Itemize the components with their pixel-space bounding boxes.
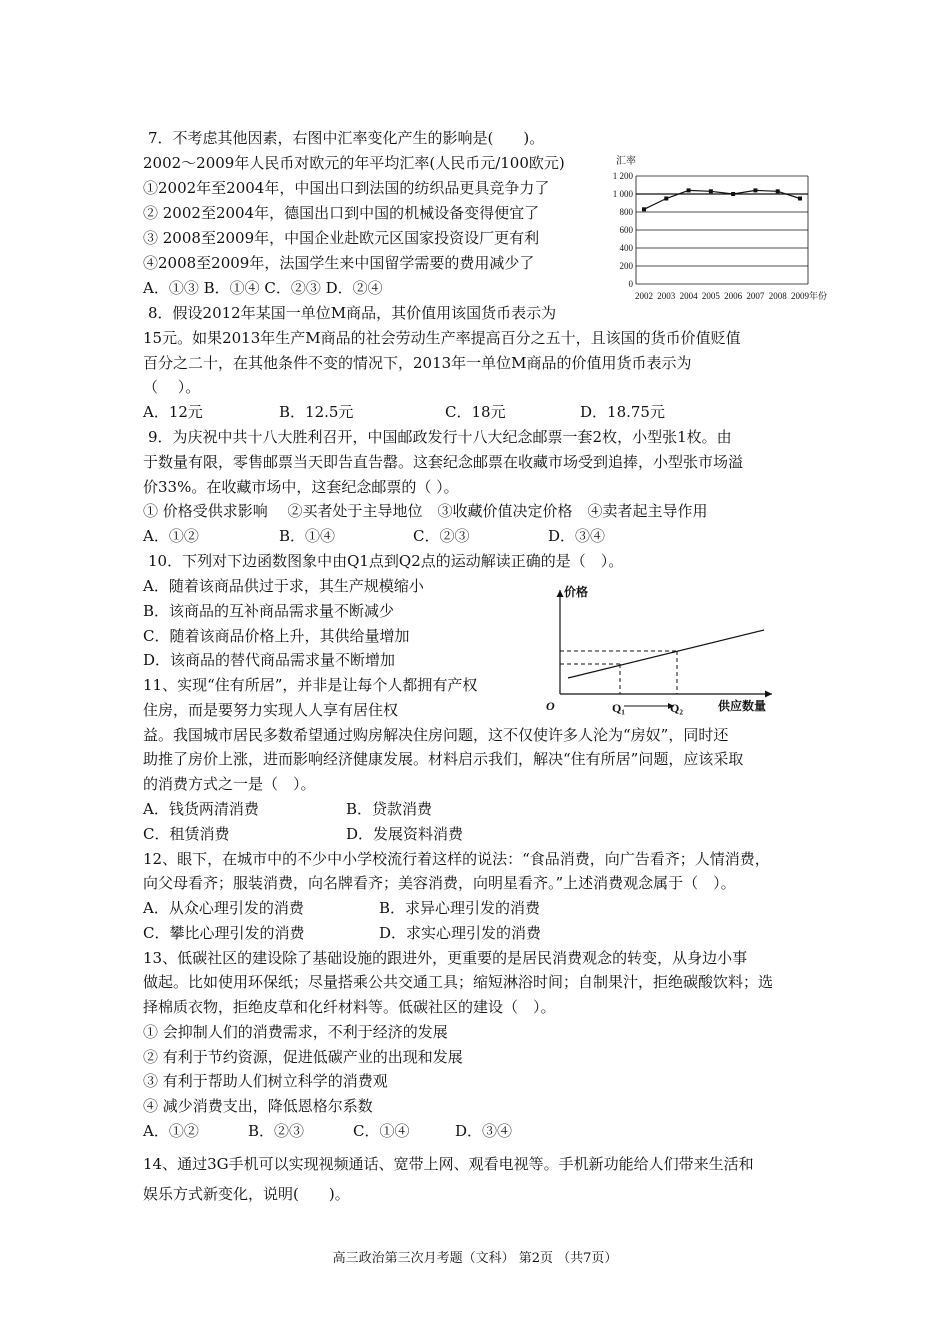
q11-option-c: C．租赁消费 (143, 825, 230, 843)
chart1-data-point (687, 188, 691, 192)
q8-option-b: B．12.5元 (279, 403, 354, 421)
q11-option-a: A．钱货两清消费 (143, 800, 259, 818)
q10-option-a: A．随着该商品供过于求，其生产规模缩小 (143, 577, 424, 595)
q8-line-4: （ ）。 (143, 378, 201, 396)
q11-line-4: 助推了房价上涨，进而影响经济健康发展。材料启示我们，解决“住有所居”问题，应该采取 (143, 750, 744, 768)
q9-line-3: 价33%。在收藏市场中，这套纪念邮票的（ ）。 (143, 478, 459, 496)
q12-option-a: A．从众心理引发的消费 (143, 899, 304, 917)
chart2-ylabel: 价格 (564, 585, 589, 599)
q13-item-4: ④ 减少消费支出，降低恩格尔系数 (143, 1097, 373, 1115)
chart1-data-point (753, 188, 757, 192)
chart1-x-tick: 2004 (679, 291, 698, 301)
q8-option-d: D．18.75元 (580, 403, 665, 421)
chart2-origin: O (546, 699, 555, 713)
q9-option-d: D．③④ (548, 527, 606, 545)
q9-line-1: 9．为庆祝中共十八大胜利召开，中国邮政发行十八大纪念邮票一套2枚，小型张1枚。由 (148, 428, 732, 446)
q10-option-c: C．随着该商品价格上升，其供给量增加 (143, 627, 410, 645)
q13-line-3: 择棉质衣物，拒绝皮草和化纤材料等。低碳社区的建设（ ）。 (143, 998, 556, 1016)
q11-line-2: 住房，而是要努力实现人人享有居住权 (143, 701, 399, 719)
q13-item-1: ① 会抑制人们的消费需求，不利于经济的发展 (143, 1023, 448, 1041)
q10-option-b: B．该商品的互补商品需求量不断减少 (143, 602, 395, 620)
chart1-data-point (798, 197, 802, 201)
q7-chart-caption: 2002～2009年人民币对欧元的年平均汇率(人民币元/100欧元) (143, 154, 565, 172)
q9-option-a: A．①② (143, 527, 199, 545)
q9-option-c: C．②③ (413, 527, 470, 545)
q9-items: ① 价格受供求影响 ②买者处于主导地位 ③收藏价值决定价格 ④卖者起主导作用 (143, 502, 708, 520)
q13-option-d: D．③④ (455, 1122, 513, 1140)
chart1-data-point (642, 207, 646, 211)
q12-line-1: 12、眼下，在城市中的不少中小学校流行着这样的说法：“食品消费，向广告看齐；人情消费， (143, 850, 770, 868)
q1-label: Q₁ (612, 701, 625, 715)
q12-option-c: C．攀比心理引发的消费 (143, 924, 305, 942)
q7-item-2: ② 2002至2004年，德国出口到中国的机械设备变得便宜了 (143, 204, 540, 222)
chart1-y-tick: 1 000 (612, 189, 633, 199)
chart1-y-tick: 1 200 (612, 171, 633, 181)
q7-stem: 7．不考虑其他因素，右图中汇率变化产生的影响是( )。 (148, 129, 545, 147)
q14-line-1: 14、通过3G手机可以实现视频通话、宽带上网、观看电视等。手机新功能给人们带来生活和 (143, 1155, 754, 1173)
supply-function-chart (540, 582, 790, 720)
chart2-xlabel: 供应数量 (718, 699, 767, 713)
chart1-x-tick: 2002 (635, 291, 653, 301)
chart1-y-tick: 400 (619, 243, 633, 253)
q13-item-2: ② 有利于节约资源，促进低碳产业的出现和发展 (143, 1048, 463, 1066)
q8-option-c: C．18元 (445, 403, 506, 421)
q14-line-2: 娱乐方式新变化，说明( )。 (143, 1185, 350, 1203)
chart1-x-tick: 2003 (657, 291, 676, 301)
q8-line-2: 15元。如果2013年生产M商品的社会劳动生产率提高百分之五十，且该国的货币价值贬值 (143, 329, 741, 347)
q12-option-d: D．求实心理引发的消费 (379, 924, 542, 942)
q11-line-1: 11、实现“住有所居”，并非是让每个人都拥有产权 (143, 676, 478, 694)
q13-option-c: C．①④ (353, 1122, 410, 1140)
chart1-data-point (664, 197, 668, 201)
q7-item-3: ③ 2008至2009年，中国企业赴欧元区国家投资设厂更有利 (143, 229, 540, 247)
chart1-x-tick: 2009年份 (791, 291, 828, 301)
chart1-ylabel: 汇率 (616, 156, 636, 167)
chart1-x-tick: 2005 (701, 291, 720, 301)
q13-item-3: ③ 有利于帮助人们树立科学的消费观 (143, 1072, 388, 1090)
chart1-y-tick: 600 (619, 225, 633, 235)
chart1-data-point (731, 192, 735, 196)
chart1-y-tick: 800 (619, 207, 633, 217)
q13-line-2: 做起。比如使用环保纸；尽量搭乘公共交通工具；缩短淋浴时间；自制果汁，拒绝碳酸饮料；选 (143, 973, 774, 991)
q10-stem: 10．下列对下边函数图象中由Q1点到Q2点的运动解读正确的是（ ）。 (148, 552, 624, 570)
q13-line-1: 13、低碳社区的建设除了基础设施的跟进外，更重要的是居民消费观念的转变，从身边小事 (143, 949, 748, 967)
q12-line-2: 向父母看齐；服装消费，向名牌看齐；美容消费，向明星看齐。”上述消费观念属于（ ）。 (143, 874, 736, 892)
supply-line (568, 630, 764, 678)
page-footer: 高三政治第三次月考题（文科） 第2页 （共7页） (332, 1251, 618, 1266)
chart1-x-tick: 2006 (724, 291, 743, 301)
q7-item-1: ①2002年至2004年，中国出口到法国的纺织品更具竞争力了 (143, 179, 550, 197)
q13-option-a: A．①② (143, 1122, 199, 1140)
q11-option-b: B．贷款消费 (346, 800, 433, 818)
q11-line-3: 益。我国城市居民多数希望通过购房解决住房问题，这不仅使许多人沦为“房奴”，同时还 (143, 726, 729, 744)
q13-option-b: B．②③ (248, 1122, 305, 1140)
q7-options: A．①③ B．①④ C．②③ D．②④ (143, 279, 383, 297)
q12-option-b: B．求异心理引发的消费 (379, 899, 541, 917)
q11-option-d: D．发展资料消费 (346, 825, 464, 843)
q8-line-3: 百分之二十，在其他条件不变的情况下，2013年一单位M商品的价值用货币表示为 (143, 354, 692, 372)
chart1-data-point (709, 189, 713, 193)
q10-option-d: D．该商品的替代商品需求量不断增加 (143, 651, 396, 669)
exchange-rate-chart (602, 152, 830, 308)
q8-line-1: 8．假设2012年某国一单位M商品，其价值用该国货币表示为 (148, 304, 557, 322)
q9-option-b: B．①④ (279, 527, 336, 545)
q7-item-4: ④2008至2009年，法国学生来中国留学需要的费用减少了 (143, 254, 535, 272)
chart1-data-point (776, 189, 780, 193)
q2-label: Q₂ (670, 701, 683, 715)
chart1-x-tick: 2008 (768, 291, 787, 301)
chart1-x-tick: 2007 (746, 291, 765, 301)
chart1-y-tick: 0 (628, 279, 633, 289)
chart1-y-tick: 200 (619, 261, 633, 271)
q11-line-5: 的消费方式之一是（ ）。 (143, 775, 316, 793)
q8-option-a: A．12元 (143, 403, 203, 421)
q9-line-2: 于数量有限，零售邮票当天即告直告罄。这套纪念邮票在收藏市场受到追捧，小型张市场溢 (143, 453, 744, 471)
